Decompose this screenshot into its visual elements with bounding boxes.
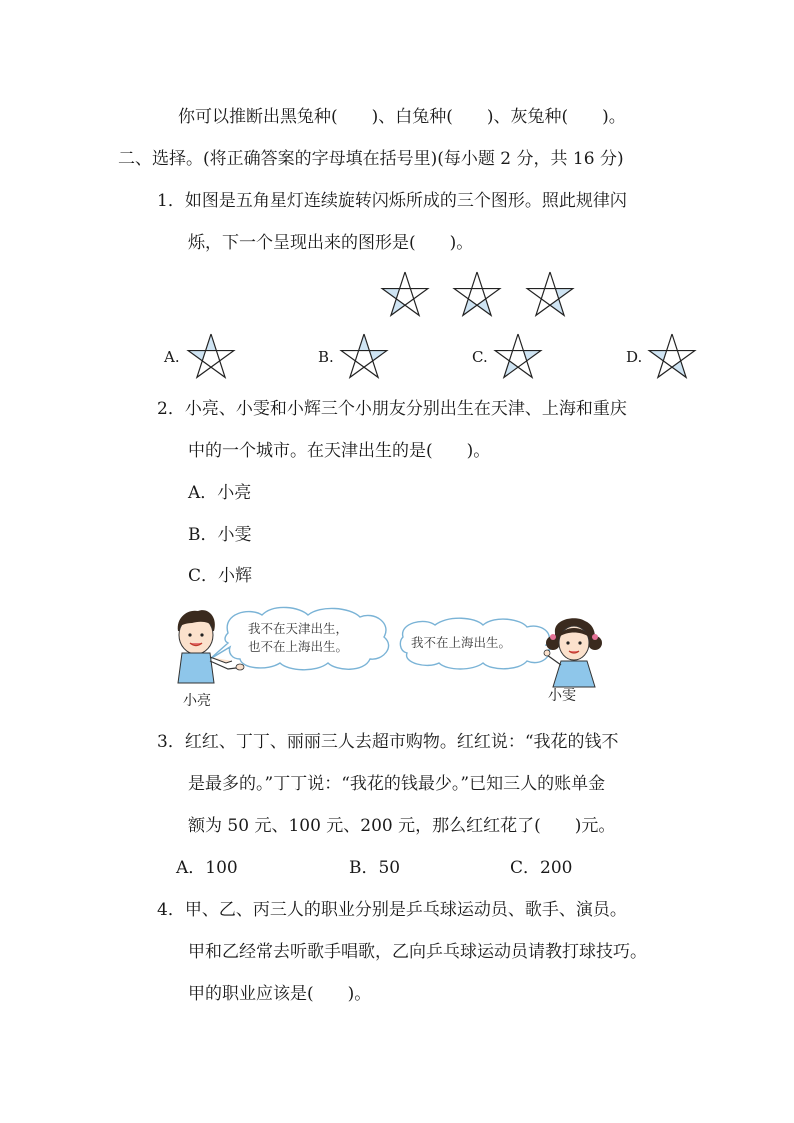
girl-figure [544,618,602,687]
q3-text-line3: 额为 50 元、100 元、200 元，那么红红花了( )元。 [188,816,616,836]
star-lines [495,334,541,377]
star-lines [527,272,573,315]
q3-option-a[interactable]: A．100 [176,858,238,878]
boy-speech-line1: 我不在天津出生， [248,621,349,636]
pattern-star-3 [525,270,575,318]
q4-text-line3: 甲的职业应该是( )。 [188,984,372,1004]
q2-text-line2: 中的一个城市。在天津出生的是( )。 [188,441,491,461]
option-b-star[interactable] [339,332,389,380]
star-lines [649,334,695,377]
boy-name: 小亮 [183,693,211,709]
q1-text-line2: 烁，下一个呈现出来的图形是( )。 [188,233,474,253]
q2-option-c[interactable]: C．小辉 [188,566,253,586]
star-lines [454,272,500,315]
boy-illustration [170,603,420,703]
q1-option-c-label: C. [472,348,488,366]
pattern-star-1 [380,270,430,318]
q1-text-line1: 1．如图是五角星灯连续旋转闪烁所成的三个图形。照此规律闪 [157,191,627,211]
girl-illustration [395,615,605,695]
girl-name: 小雯 [548,688,576,704]
girl-speech: 我不在上海出生。 [411,635,512,650]
intro-line: 你可以推断出黑兔种( )、白兔种( )、灰兔种( )。 [178,107,626,127]
star-lines [382,272,428,315]
q3-text-line1: 3．红红、丁丁、丽丽三人去超市购物。红红说：“我花的钱不 [157,732,619,752]
q2-option-b[interactable]: B．小雯 [188,525,252,545]
q3-text-line2: 是最多的。”丁丁说：“我花的钱最少。”已知三人的账单金 [188,774,606,794]
q1-option-b-label: B. [318,348,334,366]
q2-option-a[interactable]: A．小亮 [188,483,252,503]
option-c-star[interactable] [493,332,543,380]
section-heading: 二、选择。(将正确答案的字母填在括号里)(每小题 2 分，共 16 分) [118,149,624,169]
q4-text-line2: 甲和乙经常去听歌手唱歌，乙向乒乓球运动员请教打球技巧。 [188,942,647,962]
pattern-star-2 [452,270,502,318]
q4-text-line1: 4．甲、乙、丙三人的职业分别是乒乓球运动员、歌手、演员。 [157,900,627,920]
q1-option-a-label: A. [164,348,180,366]
option-a-star[interactable] [186,332,236,380]
option-d-star[interactable] [647,332,697,380]
q1-option-d-label: D. [626,348,643,366]
q3-option-c[interactable]: C．200 [510,858,573,878]
q2-text-line1: 2．小亮、小雯和小辉三个小朋友分别出生在天津、上海和重庆 [157,399,627,419]
q3-option-b[interactable]: B．50 [349,858,401,878]
boy-speech-line2: 也不在上海出生。 [248,639,349,654]
